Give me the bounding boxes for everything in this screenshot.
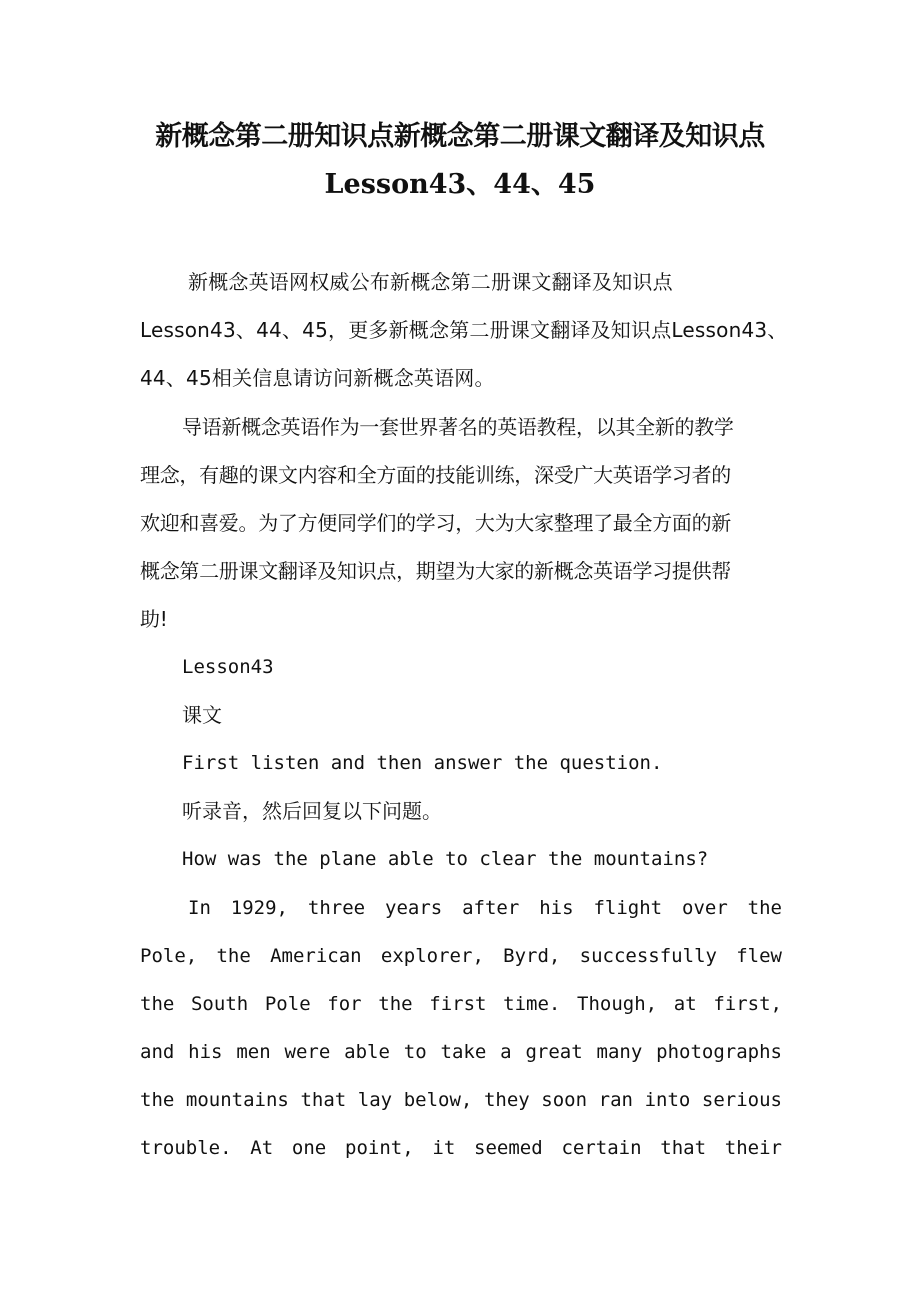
guide-line: 概念第二册课文翻译及知识点，期望为大家的新概念英语学习提供帮 — [140, 559, 731, 583]
guide-paragraph — [140, 403, 782, 643]
intro-paragraph — [140, 258, 788, 402]
intro-line: 44、45相关信息请访问新概念英语网。 — [140, 366, 495, 390]
passage-line: Pole, the American explorer, Byrd, successfully flew — [140, 945, 782, 967]
guide-line: 导语新概念英语作为一套世界著名的英语教程，以其全新的教学 — [182, 415, 734, 439]
guide-line: 欢迎和喜爱。为了方便同学们的学习，大为大家整理了最全方面的新 — [140, 511, 731, 535]
passage-line: the mountains that lay below, they soon ran into serious — [140, 1089, 782, 1111]
instruction-chinese: 听录音，然后回复以下问题。 — [182, 799, 442, 823]
instruction-english: First listen and then answer the question. — [182, 752, 663, 774]
passage-line: In 1929, three years after his flight over the — [188, 897, 782, 919]
lesson-passage — [140, 884, 782, 1172]
question: How was the plane able to clear the mountains? — [182, 848, 709, 870]
guide-line: 助! — [140, 607, 168, 631]
passage-line: and his men were able to take a great many photographs — [140, 1041, 782, 1063]
passage-line: trouble. At one point, it seemed certain that their — [140, 1137, 782, 1159]
document-title-line-2: Lesson43、44、45 — [324, 169, 596, 200]
document-title-line-1: 新概念第二册知识点新概念第二册课文翻译及知识点 — [155, 121, 765, 152]
text-label: 课文 — [182, 703, 222, 727]
intro-line: Lesson43、44、45，更多新概念第二册课文翻译及知识点Lesson43、 — [140, 318, 788, 342]
intro-line: 新概念英语网权威公布新概念第二册课文翻译及知识点 — [188, 270, 673, 294]
lesson-heading: Lesson43 — [182, 656, 274, 678]
guide-line: 理念，有趣的课文内容和全方面的技能训练，深受广大英语学习者的 — [140, 463, 731, 487]
passage-line: the South Pole for the first time. Though, at first, — [140, 993, 782, 1015]
